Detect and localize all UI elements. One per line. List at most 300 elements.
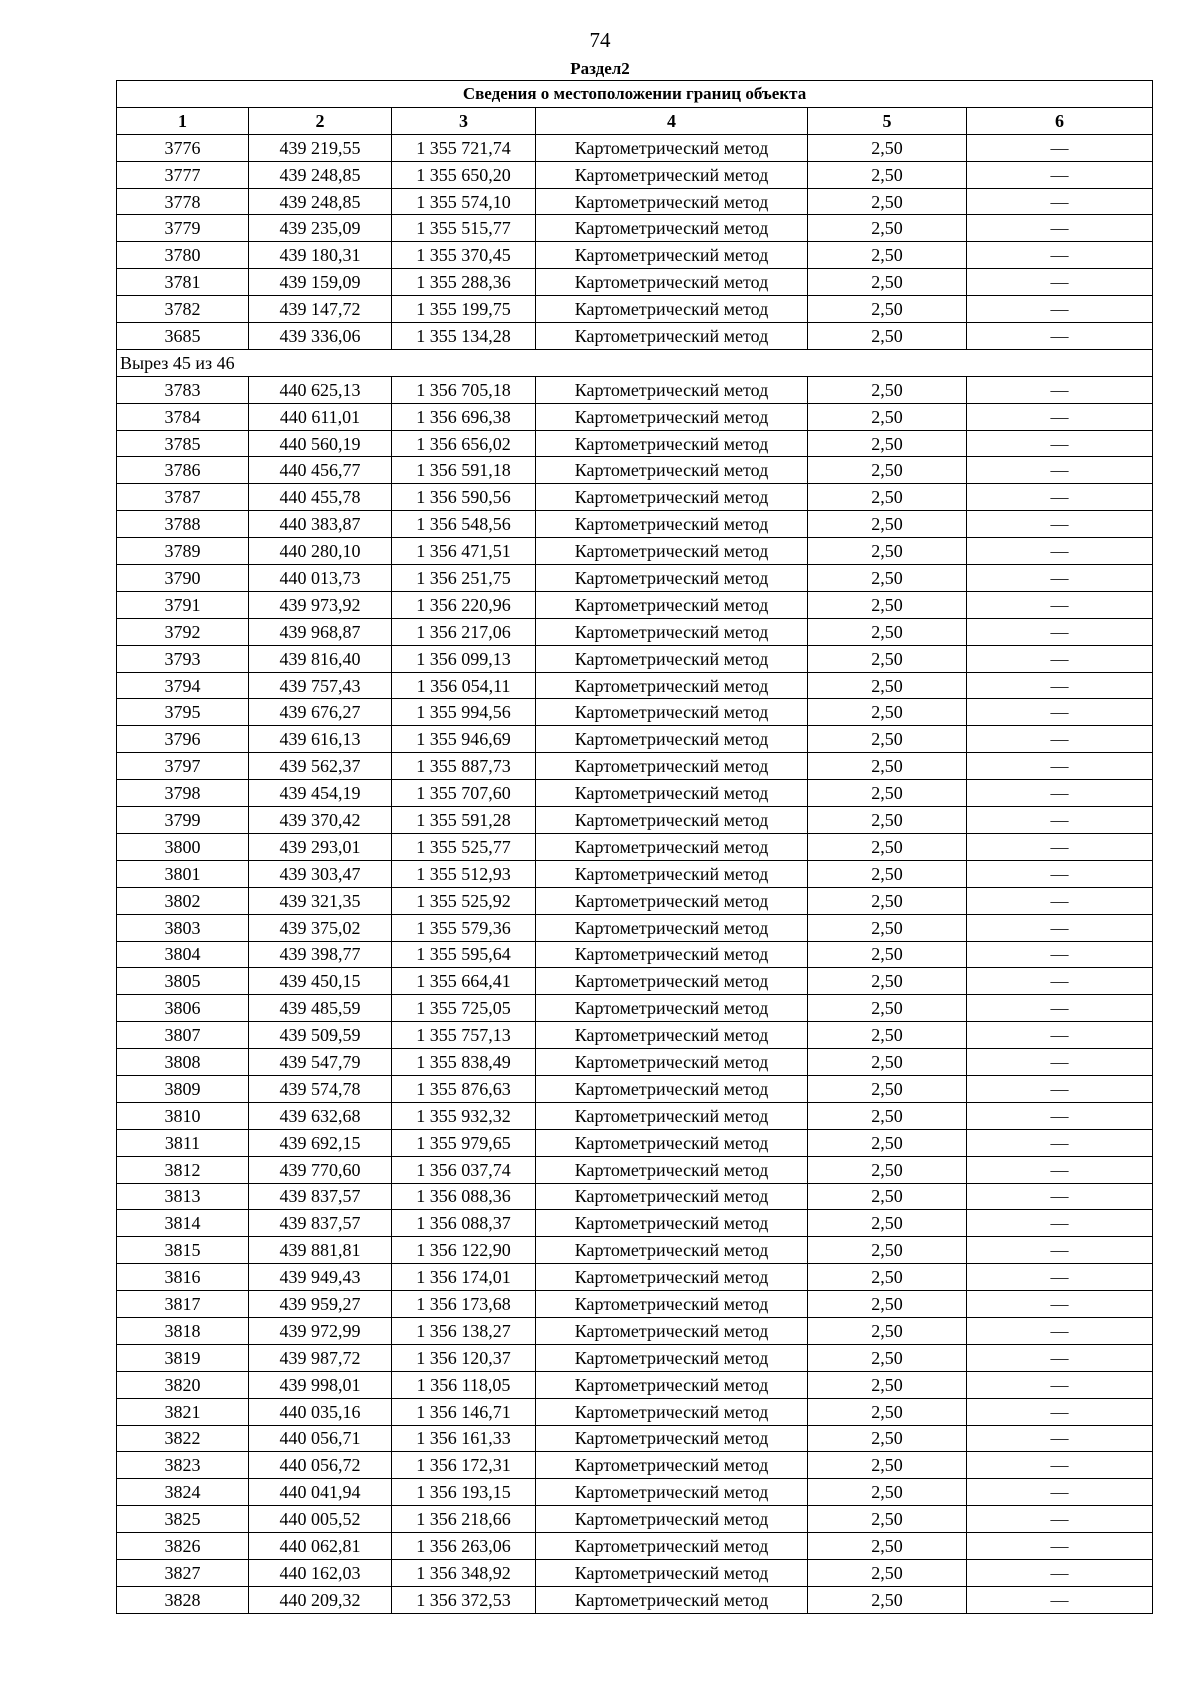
table-row <box>117 1506 1153 1533</box>
point-number-cell: 3825 <box>117 1506 249 1533</box>
point-number-cell: 3821 <box>117 1398 249 1425</box>
point-number-cell: 3789 <box>117 538 249 565</box>
x-coordinate-cell: 439 959,27 <box>249 1291 392 1318</box>
table-row <box>117 188 1153 215</box>
accuracy-cell: 2,50 <box>808 1533 967 1560</box>
column-header: 2 <box>249 107 392 134</box>
table-row <box>117 1264 1153 1291</box>
accuracy-cell: 2,50 <box>808 1049 967 1076</box>
accuracy-cell: 2,50 <box>808 538 967 565</box>
accuracy-cell: 2,50 <box>808 1479 967 1506</box>
accuracy-cell: 2,50 <box>808 1371 967 1398</box>
y-coordinate-cell: 1 356 054,11 <box>392 672 536 699</box>
x-coordinate-cell: 439 692,15 <box>249 1129 392 1156</box>
description-cell: — <box>967 1425 1153 1452</box>
point-number-cell: 3800 <box>117 833 249 860</box>
y-coordinate-cell: 1 355 574,10 <box>392 188 536 215</box>
method-cell: Картометрический метод <box>536 1344 808 1371</box>
description-cell: — <box>967 1264 1153 1291</box>
x-coordinate-cell: 439 881,81 <box>249 1237 392 1264</box>
section-title: Раздел2 <box>570 59 630 78</box>
point-number-cell: 3814 <box>117 1210 249 1237</box>
x-coordinate-cell: 439 616,13 <box>249 726 392 753</box>
description-cell: — <box>967 1022 1153 1049</box>
method-cell: Картометрический метод <box>536 269 808 296</box>
method-cell: Картометрический метод <box>536 376 808 403</box>
x-coordinate-cell: 439 837,57 <box>249 1183 392 1210</box>
accuracy-cell: 2,50 <box>808 1317 967 1344</box>
x-coordinate-cell: 440 625,13 <box>249 376 392 403</box>
method-cell: Картометрический метод <box>536 161 808 188</box>
table-body <box>117 134 1153 1613</box>
point-number-cell: 3781 <box>117 269 249 296</box>
description-cell: — <box>967 323 1153 350</box>
table-caption: Сведения о местоположении границ объекта <box>117 81 1153 108</box>
method-cell: Картометрический метод <box>536 511 808 538</box>
x-coordinate-cell: 439 303,47 <box>249 860 392 887</box>
table-row <box>117 1291 1153 1318</box>
point-number-cell: 3808 <box>117 1049 249 1076</box>
description-cell: — <box>967 1102 1153 1129</box>
point-number-cell: 3803 <box>117 914 249 941</box>
y-coordinate-cell: 1 355 707,60 <box>392 780 536 807</box>
description-cell: — <box>967 1344 1153 1371</box>
accuracy-cell: 2,50 <box>808 134 967 161</box>
method-cell: Картометрический метод <box>536 134 808 161</box>
method-cell: Картометрический метод <box>536 323 808 350</box>
method-cell: Картометрический метод <box>536 618 808 645</box>
description-cell: — <box>967 1398 1153 1425</box>
column-header: 6 <box>967 107 1153 134</box>
boundary-coordinates-table <box>116 80 1153 1614</box>
point-number-cell: 3815 <box>117 1237 249 1264</box>
method-cell: Картометрический метод <box>536 1156 808 1183</box>
table-row <box>117 1371 1153 1398</box>
accuracy-cell: 2,50 <box>808 1129 967 1156</box>
point-number-cell: 3790 <box>117 565 249 592</box>
accuracy-cell: 2,50 <box>808 161 967 188</box>
table-row <box>117 672 1153 699</box>
point-number-cell: 3824 <box>117 1479 249 1506</box>
point-number-cell: 3801 <box>117 860 249 887</box>
y-coordinate-cell: 1 355 199,75 <box>392 296 536 323</box>
x-coordinate-cell: 440 383,87 <box>249 511 392 538</box>
accuracy-cell: 2,50 <box>808 1075 967 1102</box>
point-number-cell: 3795 <box>117 699 249 726</box>
page-number: 74 <box>589 28 611 52</box>
accuracy-cell: 2,50 <box>808 726 967 753</box>
y-coordinate-cell: 1 356 174,01 <box>392 1264 536 1291</box>
accuracy-cell: 2,50 <box>808 1425 967 1452</box>
y-coordinate-cell: 1 355 725,05 <box>392 995 536 1022</box>
description-cell: — <box>967 1049 1153 1076</box>
y-coordinate-cell: 1 356 138,27 <box>392 1317 536 1344</box>
description-cell: — <box>967 1371 1153 1398</box>
accuracy-cell: 2,50 <box>808 833 967 860</box>
table-row <box>117 269 1153 296</box>
table-row <box>117 1398 1153 1425</box>
point-number-cell: 3813 <box>117 1183 249 1210</box>
point-number-cell: 3820 <box>117 1371 249 1398</box>
description-cell: — <box>967 242 1153 269</box>
table-row <box>117 753 1153 780</box>
point-number-cell: 3819 <box>117 1344 249 1371</box>
description-cell: — <box>967 1291 1153 1318</box>
method-cell: Картометрический метод <box>536 457 808 484</box>
column-header-row <box>117 107 1153 134</box>
method-cell: Картометрический метод <box>536 753 808 780</box>
table-row <box>117 941 1153 968</box>
accuracy-cell: 2,50 <box>808 618 967 645</box>
method-cell: Картометрический метод <box>536 672 808 699</box>
y-coordinate-cell: 1 356 548,56 <box>392 511 536 538</box>
accuracy-cell: 2,50 <box>808 1264 967 1291</box>
description-cell: — <box>967 914 1153 941</box>
description-cell: — <box>967 430 1153 457</box>
point-number-cell: 3817 <box>117 1291 249 1318</box>
description-cell: — <box>967 591 1153 618</box>
point-number-cell: 3782 <box>117 296 249 323</box>
description-cell: — <box>967 1506 1153 1533</box>
method-cell: Картометрический метод <box>536 914 808 941</box>
x-coordinate-cell: 439 375,02 <box>249 914 392 941</box>
y-coordinate-cell: 1 355 664,41 <box>392 968 536 995</box>
accuracy-cell: 2,50 <box>808 188 967 215</box>
accuracy-cell: 2,50 <box>808 807 967 834</box>
method-cell: Картометрический метод <box>536 1022 808 1049</box>
method-cell: Картометрический метод <box>536 1452 808 1479</box>
y-coordinate-cell: 1 356 217,06 <box>392 618 536 645</box>
y-coordinate-cell: 1 356 590,56 <box>392 484 536 511</box>
point-number-cell: 3802 <box>117 887 249 914</box>
x-coordinate-cell: 439 632,68 <box>249 1102 392 1129</box>
y-coordinate-cell: 1 356 372,53 <box>392 1586 536 1613</box>
y-coordinate-cell: 1 355 994,56 <box>392 699 536 726</box>
description-cell: — <box>967 565 1153 592</box>
x-coordinate-cell: 439 562,37 <box>249 753 392 780</box>
table-row <box>117 1102 1153 1129</box>
description-cell: — <box>967 1317 1153 1344</box>
accuracy-cell: 2,50 <box>808 323 967 350</box>
x-coordinate-cell: 440 162,03 <box>249 1559 392 1586</box>
table-row <box>117 887 1153 914</box>
description-cell: — <box>967 296 1153 323</box>
accuracy-cell: 2,50 <box>808 376 967 403</box>
y-coordinate-cell: 1 355 134,28 <box>392 323 536 350</box>
description-cell: — <box>967 753 1153 780</box>
y-coordinate-cell: 1 356 037,74 <box>392 1156 536 1183</box>
table-row <box>117 457 1153 484</box>
accuracy-cell: 2,50 <box>808 753 967 780</box>
y-coordinate-cell: 1 356 251,75 <box>392 565 536 592</box>
y-coordinate-cell: 1 356 099,13 <box>392 645 536 672</box>
point-number-cell: 3778 <box>117 188 249 215</box>
point-number-cell: 3804 <box>117 941 249 968</box>
y-coordinate-cell: 1 356 348,92 <box>392 1559 536 1586</box>
y-coordinate-cell: 1 356 218,66 <box>392 1506 536 1533</box>
method-cell: Картометрический метод <box>536 591 808 618</box>
table-row <box>117 1183 1153 1210</box>
x-coordinate-cell: 439 370,42 <box>249 807 392 834</box>
point-number-cell: 3828 <box>117 1586 249 1613</box>
method-cell: Картометрический метод <box>536 215 808 242</box>
table-row <box>117 699 1153 726</box>
y-coordinate-cell: 1 356 172,31 <box>392 1452 536 1479</box>
table-row <box>117 511 1153 538</box>
x-coordinate-cell: 440 455,78 <box>249 484 392 511</box>
method-cell: Картометрический метод <box>536 242 808 269</box>
accuracy-cell: 2,50 <box>808 591 967 618</box>
table-row <box>117 538 1153 565</box>
point-number-cell: 3799 <box>117 807 249 834</box>
accuracy-cell: 2,50 <box>808 1559 967 1586</box>
method-cell: Картометрический метод <box>536 1317 808 1344</box>
y-coordinate-cell: 1 356 471,51 <box>392 538 536 565</box>
method-cell: Картометрический метод <box>536 484 808 511</box>
description-cell: — <box>967 941 1153 968</box>
x-coordinate-cell: 440 062,81 <box>249 1533 392 1560</box>
method-cell: Картометрический метод <box>536 1049 808 1076</box>
table-row <box>117 1075 1153 1102</box>
x-coordinate-cell: 440 056,72 <box>249 1452 392 1479</box>
x-coordinate-cell: 440 035,16 <box>249 1398 392 1425</box>
method-cell: Картометрический метод <box>536 726 808 753</box>
x-coordinate-cell: 439 180,31 <box>249 242 392 269</box>
x-coordinate-cell: 439 968,87 <box>249 618 392 645</box>
table-row <box>117 1156 1153 1183</box>
accuracy-cell: 2,50 <box>808 860 967 887</box>
method-cell: Картометрический метод <box>536 887 808 914</box>
method-cell: Картометрический метод <box>536 1129 808 1156</box>
table-row <box>117 995 1153 1022</box>
y-coordinate-cell: 1 356 146,71 <box>392 1398 536 1425</box>
y-coordinate-cell: 1 356 161,33 <box>392 1425 536 1452</box>
x-coordinate-cell: 440 560,19 <box>249 430 392 457</box>
group-label: Вырез 45 из 46 <box>117 349 1153 376</box>
y-coordinate-cell: 1 356 220,96 <box>392 591 536 618</box>
description-cell: — <box>967 780 1153 807</box>
point-number-cell: 3812 <box>117 1156 249 1183</box>
y-coordinate-cell: 1 356 705,18 <box>392 376 536 403</box>
y-coordinate-cell: 1 355 595,64 <box>392 941 536 968</box>
y-coordinate-cell: 1 356 120,37 <box>392 1344 536 1371</box>
description-cell: — <box>967 1129 1153 1156</box>
x-coordinate-cell: 439 949,43 <box>249 1264 392 1291</box>
accuracy-cell: 2,50 <box>808 269 967 296</box>
x-coordinate-cell: 439 972,99 <box>249 1317 392 1344</box>
x-coordinate-cell: 439 454,19 <box>249 780 392 807</box>
method-cell: Картометрический метод <box>536 1371 808 1398</box>
table-row <box>117 807 1153 834</box>
y-coordinate-cell: 1 355 525,77 <box>392 833 536 860</box>
point-number-cell: 3780 <box>117 242 249 269</box>
method-cell: Картометрический метод <box>536 1479 808 1506</box>
point-number-cell: 3784 <box>117 403 249 430</box>
x-coordinate-cell: 439 235,09 <box>249 215 392 242</box>
x-coordinate-cell: 439 757,43 <box>249 672 392 699</box>
table-row <box>117 1022 1153 1049</box>
column-header: 1 <box>117 107 249 134</box>
description-cell: — <box>967 538 1153 565</box>
y-coordinate-cell: 1 355 579,36 <box>392 914 536 941</box>
accuracy-cell: 2,50 <box>808 968 967 995</box>
x-coordinate-cell: 439 336,06 <box>249 323 392 350</box>
table-row <box>117 215 1153 242</box>
description-cell: — <box>967 807 1153 834</box>
accuracy-cell: 2,50 <box>808 1022 967 1049</box>
y-coordinate-cell: 1 355 515,77 <box>392 215 536 242</box>
point-number-cell: 3806 <box>117 995 249 1022</box>
x-coordinate-cell: 439 159,09 <box>249 269 392 296</box>
point-number-cell: 3777 <box>117 161 249 188</box>
method-cell: Картометрический метод <box>536 1291 808 1318</box>
accuracy-cell: 2,50 <box>808 511 967 538</box>
y-coordinate-cell: 1 356 173,68 <box>392 1291 536 1318</box>
description-cell: — <box>967 968 1153 995</box>
table-row <box>117 1425 1153 1452</box>
accuracy-cell: 2,50 <box>808 914 967 941</box>
method-cell: Картометрический метод <box>536 645 808 672</box>
description-cell: — <box>967 1237 1153 1264</box>
table-row <box>117 323 1153 350</box>
point-number-cell: 3823 <box>117 1452 249 1479</box>
accuracy-cell: 2,50 <box>808 403 967 430</box>
description-cell: — <box>967 1533 1153 1560</box>
x-coordinate-cell: 439 998,01 <box>249 1371 392 1398</box>
group-row <box>117 349 1153 376</box>
table-row <box>117 968 1153 995</box>
table-row <box>117 1533 1153 1560</box>
method-cell: Картометрический метод <box>536 403 808 430</box>
point-number-cell: 3685 <box>117 323 249 350</box>
accuracy-cell: 2,50 <box>808 1291 967 1318</box>
table-row <box>117 565 1153 592</box>
x-coordinate-cell: 439 574,78 <box>249 1075 392 1102</box>
y-coordinate-cell: 1 355 370,45 <box>392 242 536 269</box>
method-cell: Картометрический метод <box>536 1102 808 1129</box>
point-number-cell: 3827 <box>117 1559 249 1586</box>
table-row <box>117 726 1153 753</box>
table-row <box>117 296 1153 323</box>
method-cell: Картометрический метод <box>536 1264 808 1291</box>
accuracy-cell: 2,50 <box>808 242 967 269</box>
table-row <box>117 1237 1153 1264</box>
description-cell: — <box>967 1210 1153 1237</box>
x-coordinate-cell: 439 398,77 <box>249 941 392 968</box>
x-coordinate-cell: 440 056,71 <box>249 1425 392 1452</box>
point-number-cell: 3798 <box>117 780 249 807</box>
table-row <box>117 1129 1153 1156</box>
y-coordinate-cell: 1 356 696,38 <box>392 403 536 430</box>
description-cell: — <box>967 645 1153 672</box>
x-coordinate-cell: 439 321,35 <box>249 887 392 914</box>
table-row <box>117 780 1153 807</box>
y-coordinate-cell: 1 356 122,90 <box>392 1237 536 1264</box>
y-coordinate-cell: 1 356 193,15 <box>392 1479 536 1506</box>
description-cell: — <box>967 1479 1153 1506</box>
y-coordinate-cell: 1 356 088,36 <box>392 1183 536 1210</box>
point-number-cell: 3794 <box>117 672 249 699</box>
description-cell: — <box>967 376 1153 403</box>
description-cell: — <box>967 887 1153 914</box>
accuracy-cell: 2,50 <box>808 1586 967 1613</box>
x-coordinate-cell: 439 248,85 <box>249 161 392 188</box>
point-number-cell: 3805 <box>117 968 249 995</box>
x-coordinate-cell: 440 005,52 <box>249 1506 392 1533</box>
table-row <box>117 484 1153 511</box>
method-cell: Картометрический метод <box>536 699 808 726</box>
x-coordinate-cell: 439 219,55 <box>249 134 392 161</box>
description-cell: — <box>967 860 1153 887</box>
x-coordinate-cell: 439 547,79 <box>249 1049 392 1076</box>
table-row <box>117 1452 1153 1479</box>
y-coordinate-cell: 1 355 591,28 <box>392 807 536 834</box>
point-number-cell: 3783 <box>117 376 249 403</box>
x-coordinate-cell: 439 973,92 <box>249 591 392 618</box>
method-cell: Картометрический метод <box>536 968 808 995</box>
x-coordinate-cell: 439 293,01 <box>249 833 392 860</box>
y-coordinate-cell: 1 356 118,05 <box>392 1371 536 1398</box>
accuracy-cell: 2,50 <box>808 430 967 457</box>
description-cell: — <box>967 269 1153 296</box>
method-cell: Картометрический метод <box>536 565 808 592</box>
point-number-cell: 3807 <box>117 1022 249 1049</box>
point-number-cell: 3776 <box>117 134 249 161</box>
accuracy-cell: 2,50 <box>808 995 967 1022</box>
method-cell: Картометрический метод <box>536 833 808 860</box>
description-cell: — <box>967 618 1153 645</box>
table-row <box>117 430 1153 457</box>
table-row <box>117 1559 1153 1586</box>
accuracy-cell: 2,50 <box>808 1183 967 1210</box>
y-coordinate-cell: 1 355 876,63 <box>392 1075 536 1102</box>
x-coordinate-cell: 439 837,57 <box>249 1210 392 1237</box>
point-number-cell: 3791 <box>117 591 249 618</box>
accuracy-cell: 2,50 <box>808 780 967 807</box>
accuracy-cell: 2,50 <box>808 645 967 672</box>
table-row <box>117 914 1153 941</box>
point-number-cell: 3797 <box>117 753 249 780</box>
x-coordinate-cell: 439 450,15 <box>249 968 392 995</box>
method-cell: Картометрический метод <box>536 1398 808 1425</box>
method-cell: Картометрический метод <box>536 1533 808 1560</box>
point-number-cell: 3811 <box>117 1129 249 1156</box>
accuracy-cell: 2,50 <box>808 1344 967 1371</box>
column-header: 4 <box>536 107 808 134</box>
y-coordinate-cell: 1 355 525,92 <box>392 887 536 914</box>
method-cell: Картометрический метод <box>536 941 808 968</box>
method-cell: Картометрический метод <box>536 860 808 887</box>
table-row <box>117 591 1153 618</box>
y-coordinate-cell: 1 355 288,36 <box>392 269 536 296</box>
point-number-cell: 3793 <box>117 645 249 672</box>
accuracy-cell: 2,50 <box>808 1506 967 1533</box>
x-coordinate-cell: 440 611,01 <box>249 403 392 430</box>
accuracy-cell: 2,50 <box>808 1452 967 1479</box>
accuracy-cell: 2,50 <box>808 887 967 914</box>
method-cell: Картометрический метод <box>536 780 808 807</box>
table-row <box>117 1586 1153 1613</box>
y-coordinate-cell: 1 355 838,49 <box>392 1049 536 1076</box>
accuracy-cell: 2,50 <box>808 1398 967 1425</box>
point-number-cell: 3816 <box>117 1264 249 1291</box>
method-cell: Картометрический метод <box>536 1559 808 1586</box>
x-coordinate-cell: 440 456,77 <box>249 457 392 484</box>
accuracy-cell: 2,50 <box>808 1156 967 1183</box>
description-cell: — <box>967 1452 1153 1479</box>
description-cell: — <box>967 726 1153 753</box>
point-number-cell: 3779 <box>117 215 249 242</box>
